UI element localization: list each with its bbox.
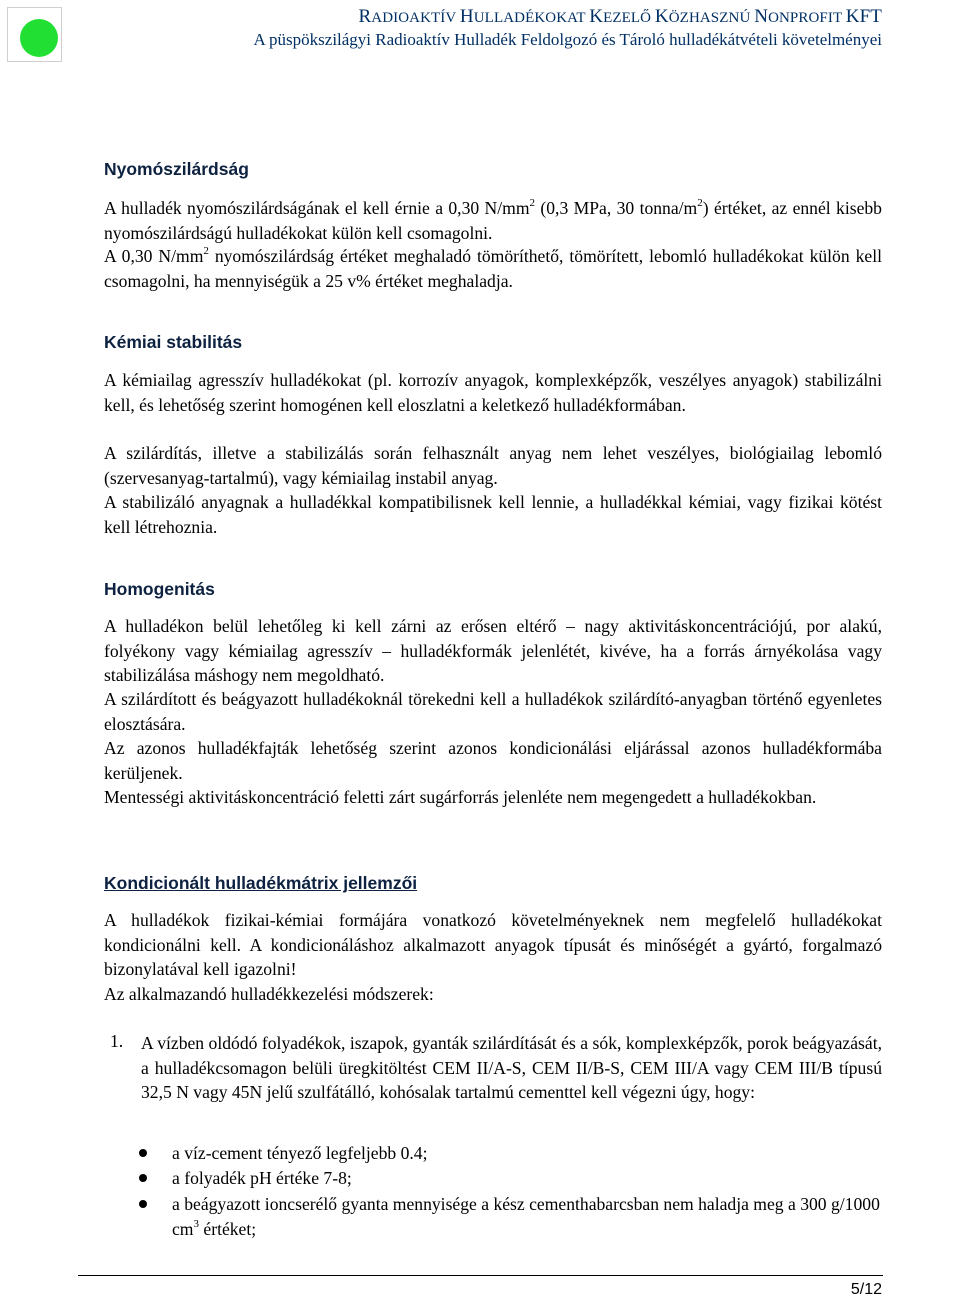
paragraph: A stabilizáló anyagnak a hulladékkal kompatibilisnek kell lennie, a hulladékkal kémiai, vagy fizikai kötést kell létrehoznia. (104, 492, 882, 537)
paragraph: A hulladék nyomószilárdságának el kell érnie a 0,30 $N/mm^2$ (0,3 MPa, 30 tonna/$m^2$) értéket, az ennél kisebb nyomószilárdságú hulladékokat külön kell csomagolni. (104, 197, 882, 243)
paragraph: A hulladékon belül lehetőleg ki kell zárni az erősen eltérő – nagy aktivitáskoncentrációjú, por alakú, folyékony vagy kémiailag agresszív – hulladékformák jelenlétét, kivéve, ha a forrás árnyékolása vagy stabilizálása máshogy nem megoldható. (104, 616, 882, 685)
section-heading-conditioned-matrix: Kondicionált hulladékmátrix jellemzői (104, 873, 418, 893)
paragraph: A kémiailag agresszív hulladékokat (pl. korrozív anyagok, komplexképzők, veszélyes anyagok) stabilizálni kell, és lehetőség szerint homogénen kell eloszlatni a keletkező hulladékformában. (104, 370, 882, 415)
bullet-item: a folyadék pH értéke 7-8; (172, 1168, 352, 1188)
page-number: 5/12 (850, 1281, 882, 1298)
paragraph: A 0,30 $N/mm^2$ nyomószilárdság értéket meghaladó tömöríthető, tömörített, lebomló hulladékokat külön kell csomagolni, ha mennyiségük a 25 v% értéket meghaladja. (104, 245, 882, 291)
company-logo (7, 7, 62, 62)
bullet-icon (139, 1200, 147, 1208)
section-heading-compressive-strength: Nyomószilárdság (104, 159, 249, 179)
bullet-item: a beágyazott ioncserélő gyanta mennyisége a kész cementhabarcsban nem haladja meg a 300 g/1000 $cm^3$ értéket; (172, 1194, 880, 1239)
header-subtitle: A püspökszilágyi Radioaktív Hulladék Feldolgozó és Tároló hulladékátvételi követelményei (253, 30, 882, 49)
paragraph: Mentességi aktivitáskoncentráció feletti zárt sugárforrás jelenléte nem megengedett a hulladékokban. (104, 787, 817, 807)
paragraph: A szilárdított és beágyazott hulladékoknál törekedni kell a hulladékok szilárdító-anyagban történő egyenletes elosztására. (104, 689, 882, 734)
bullet-item: a víz-cement tényező legfeljebb 0.4; (172, 1143, 428, 1163)
bullet-icon (139, 1149, 147, 1157)
logo-green-circle (20, 19, 58, 57)
bullet-icon (139, 1174, 147, 1182)
list-item-number: 1. (110, 1031, 124, 1051)
paragraph: Az azonos hulladékfajták lehetőség szerint azonos kondicionálási eljárással azonos hulladékformába kerüljenek. (104, 738, 882, 783)
footer-divider (78, 1275, 883, 1276)
header-organization: RADIOAKTÍV HULLADÉKOKAT KEZELŐ KÖZHASZNÚ NONPROFIT KFT (358, 6, 882, 27)
paragraph: A hulladékok fizikai-kémiai formájára vonatkozó követelményeknek nem megfelelő hulladékokat kondicionálni kell. A kondicionáláshoz alkalmazott anyagok típusát és minőségét a gyártó, forgalmazó bizonylatával kell igazolni! (104, 910, 882, 979)
section-heading-chemical-stability: Kémiai stabilitás (104, 332, 243, 352)
section-heading-homogeneity: Homogenitás (104, 579, 215, 599)
list-item: A vízben oldódó folyadékok, iszapok, gyanták szilárdítását és a sók, komplexképzők, porok beágyazását, a hulladékcsomagon belüli üregkitöltést CEM II/A-S, CEM II/B-S, CEM III/A vagy CEM III/B típusú 32,5 N vagy 45N jelű szulfátálló, kohósalak tartalmú cementtel kell végezni úgy, hogy: (141, 1033, 882, 1102)
paragraph: Az alkalmazandó hulladékkezelési módszerek: (104, 984, 434, 1004)
paragraph: A szilárdítás, illetve a stabilizálás során felhasznált anyag nem lehet veszélyes, biológiailag lebomló (szervesanyag-tartalmú), vagy kémiailag instabil anyag. (104, 443, 882, 488)
